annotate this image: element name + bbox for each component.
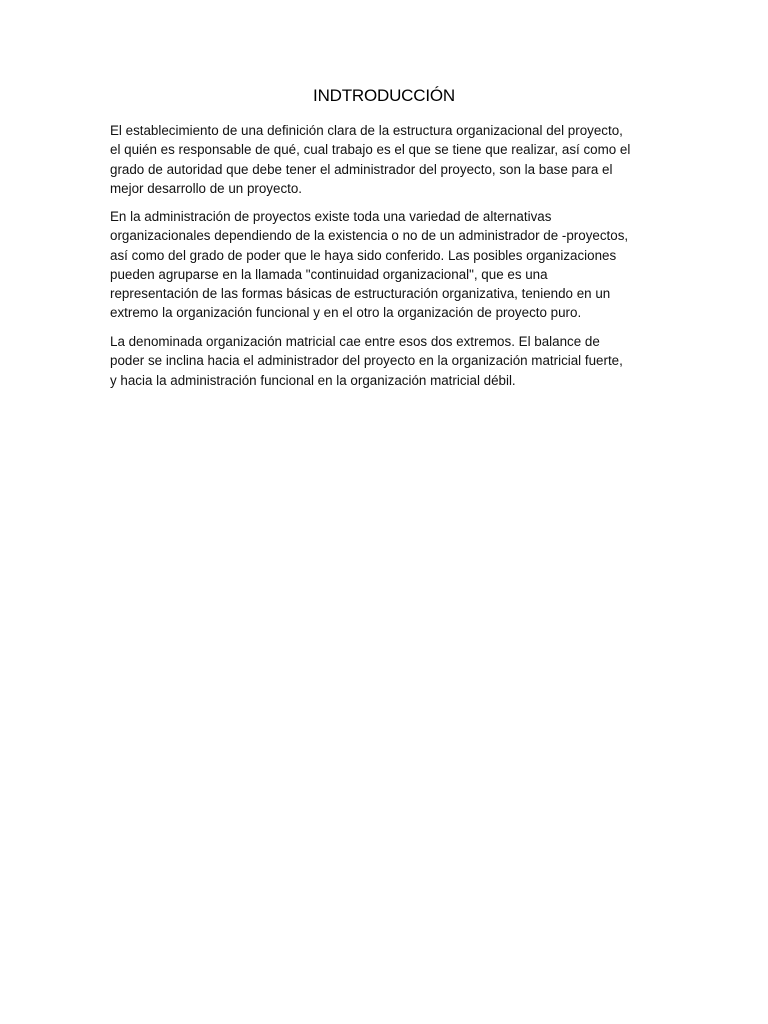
paragraph-line: así como del grado de poder que le haya sido conferido. Las posibles organizaciones — [110, 247, 617, 263]
paragraph-line: grado de autoridad que debe tener el administrador del proyecto, son la base para el — [110, 161, 613, 177]
paragraph-line: La denominada organización matricial cae entre esos dos extremos. El balance de — [110, 334, 600, 349]
paragraph-line: extremo la organización funcional y en el otro la organización de proyecto puro. — [110, 305, 582, 321]
paragraph-line: pueden agruparse en la llamada "continuidad organizacional", que es una — [110, 266, 548, 282]
page-title: INDTRODUCCIÓN — [313, 86, 455, 105]
paragraph-line: y hacia la administración funcional en la organización matricial débil. — [110, 372, 516, 388]
paragraph-line: representación de las formas básicas de estructuración organizativa, teniendo en un — [110, 286, 611, 302]
paragraph-line: poder se inclina hacia el administrador del proyecto en la organización matricial fuerte, — [110, 353, 623, 369]
paragraph-line: mejor desarrollo de un proyecto. — [110, 180, 303, 196]
paragraph-line: el quién es responsable de qué, cual trabajo es el que se tiene que realizar, así como el — [110, 142, 631, 158]
paragraph-1 — [110, 121, 662, 198]
paragraph-line: organizacionales dependiendo de la existencia o no de un administrador de -proyectos, — [110, 228, 629, 244]
paragraph-3 — [110, 332, 662, 390]
paragraph-line: El establecimiento de una definición clara de la estructura organizacional del proyecto, — [110, 123, 623, 138]
paragraph-line: En la administración de proyectos existe toda una variedad de alternativas — [110, 209, 552, 224]
paragraph-2 — [110, 207, 662, 323]
